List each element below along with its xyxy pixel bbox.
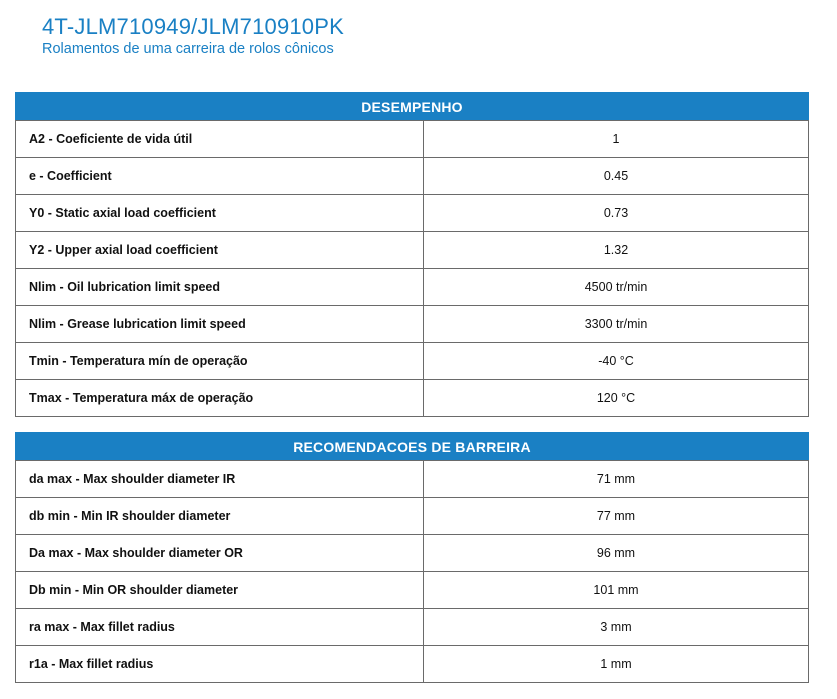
page-subtitle: Rolamentos de uma carreira de rolos cônicos (42, 41, 334, 57)
row-value: -40 °C (424, 343, 809, 380)
spec-table (15, 120, 809, 417)
table-row (16, 498, 809, 535)
row-label: r1a - Max fillet radius (16, 646, 424, 683)
row-label: Y2 - Upper axial load coefficient (16, 232, 424, 269)
table-row (16, 380, 809, 417)
section-header: RECOMENDACOES DE BARREIRA (15, 432, 809, 460)
spec-table (15, 460, 809, 683)
page-header (42, 14, 344, 58)
table-row (16, 306, 809, 343)
row-label: A2 - Coeficiente de vida útil (16, 121, 424, 158)
row-label: Db min - Min OR shoulder diameter (16, 572, 424, 609)
row-label: ra max - Max fillet radius (16, 609, 424, 646)
row-label: da max - Max shoulder diameter IR (16, 461, 424, 498)
row-label: Nlim - Grease lubrication limit speed (16, 306, 424, 343)
table-row (16, 121, 809, 158)
row-label: db min - Min IR shoulder diameter (16, 498, 424, 535)
table-row (16, 572, 809, 609)
row-label: Tmax - Temperatura máx de operação (16, 380, 424, 417)
table-row (16, 343, 809, 380)
section-header: DESEMPENHO (15, 92, 809, 120)
row-value: 0.45 (424, 158, 809, 195)
row-label: e - Coefficient (16, 158, 424, 195)
row-value: 71 mm (424, 461, 809, 498)
row-label: Y0 - Static axial load coefficient (16, 195, 424, 232)
table-row (16, 158, 809, 195)
row-value: 4500 tr/min (424, 269, 809, 306)
row-value: 77 mm (424, 498, 809, 535)
section-desempenho (15, 92, 809, 417)
row-value: 101 mm (424, 572, 809, 609)
table-row (16, 535, 809, 572)
row-value: 3300 tr/min (424, 306, 809, 343)
table-row (16, 646, 809, 683)
row-label: Tmin - Temperatura mín de operação (16, 343, 424, 380)
row-label: Da max - Max shoulder diameter OR (16, 535, 424, 572)
row-value: 96 mm (424, 535, 809, 572)
table-row (16, 269, 809, 306)
row-value: 1.32 (424, 232, 809, 269)
table-row (16, 195, 809, 232)
row-value: 120 °C (424, 380, 809, 417)
row-value: 0.73 (424, 195, 809, 232)
row-value: 3 mm (424, 609, 809, 646)
page-title: 4T-JLM710949/JLM710910PK (42, 14, 344, 39)
section-recomendacoes (15, 432, 809, 683)
table-row (16, 461, 809, 498)
row-label: Nlim - Oil lubrication limit speed (16, 269, 424, 306)
row-value: 1 mm (424, 646, 809, 683)
row-value: 1 (424, 121, 809, 158)
table-row (16, 609, 809, 646)
table-row (16, 232, 809, 269)
